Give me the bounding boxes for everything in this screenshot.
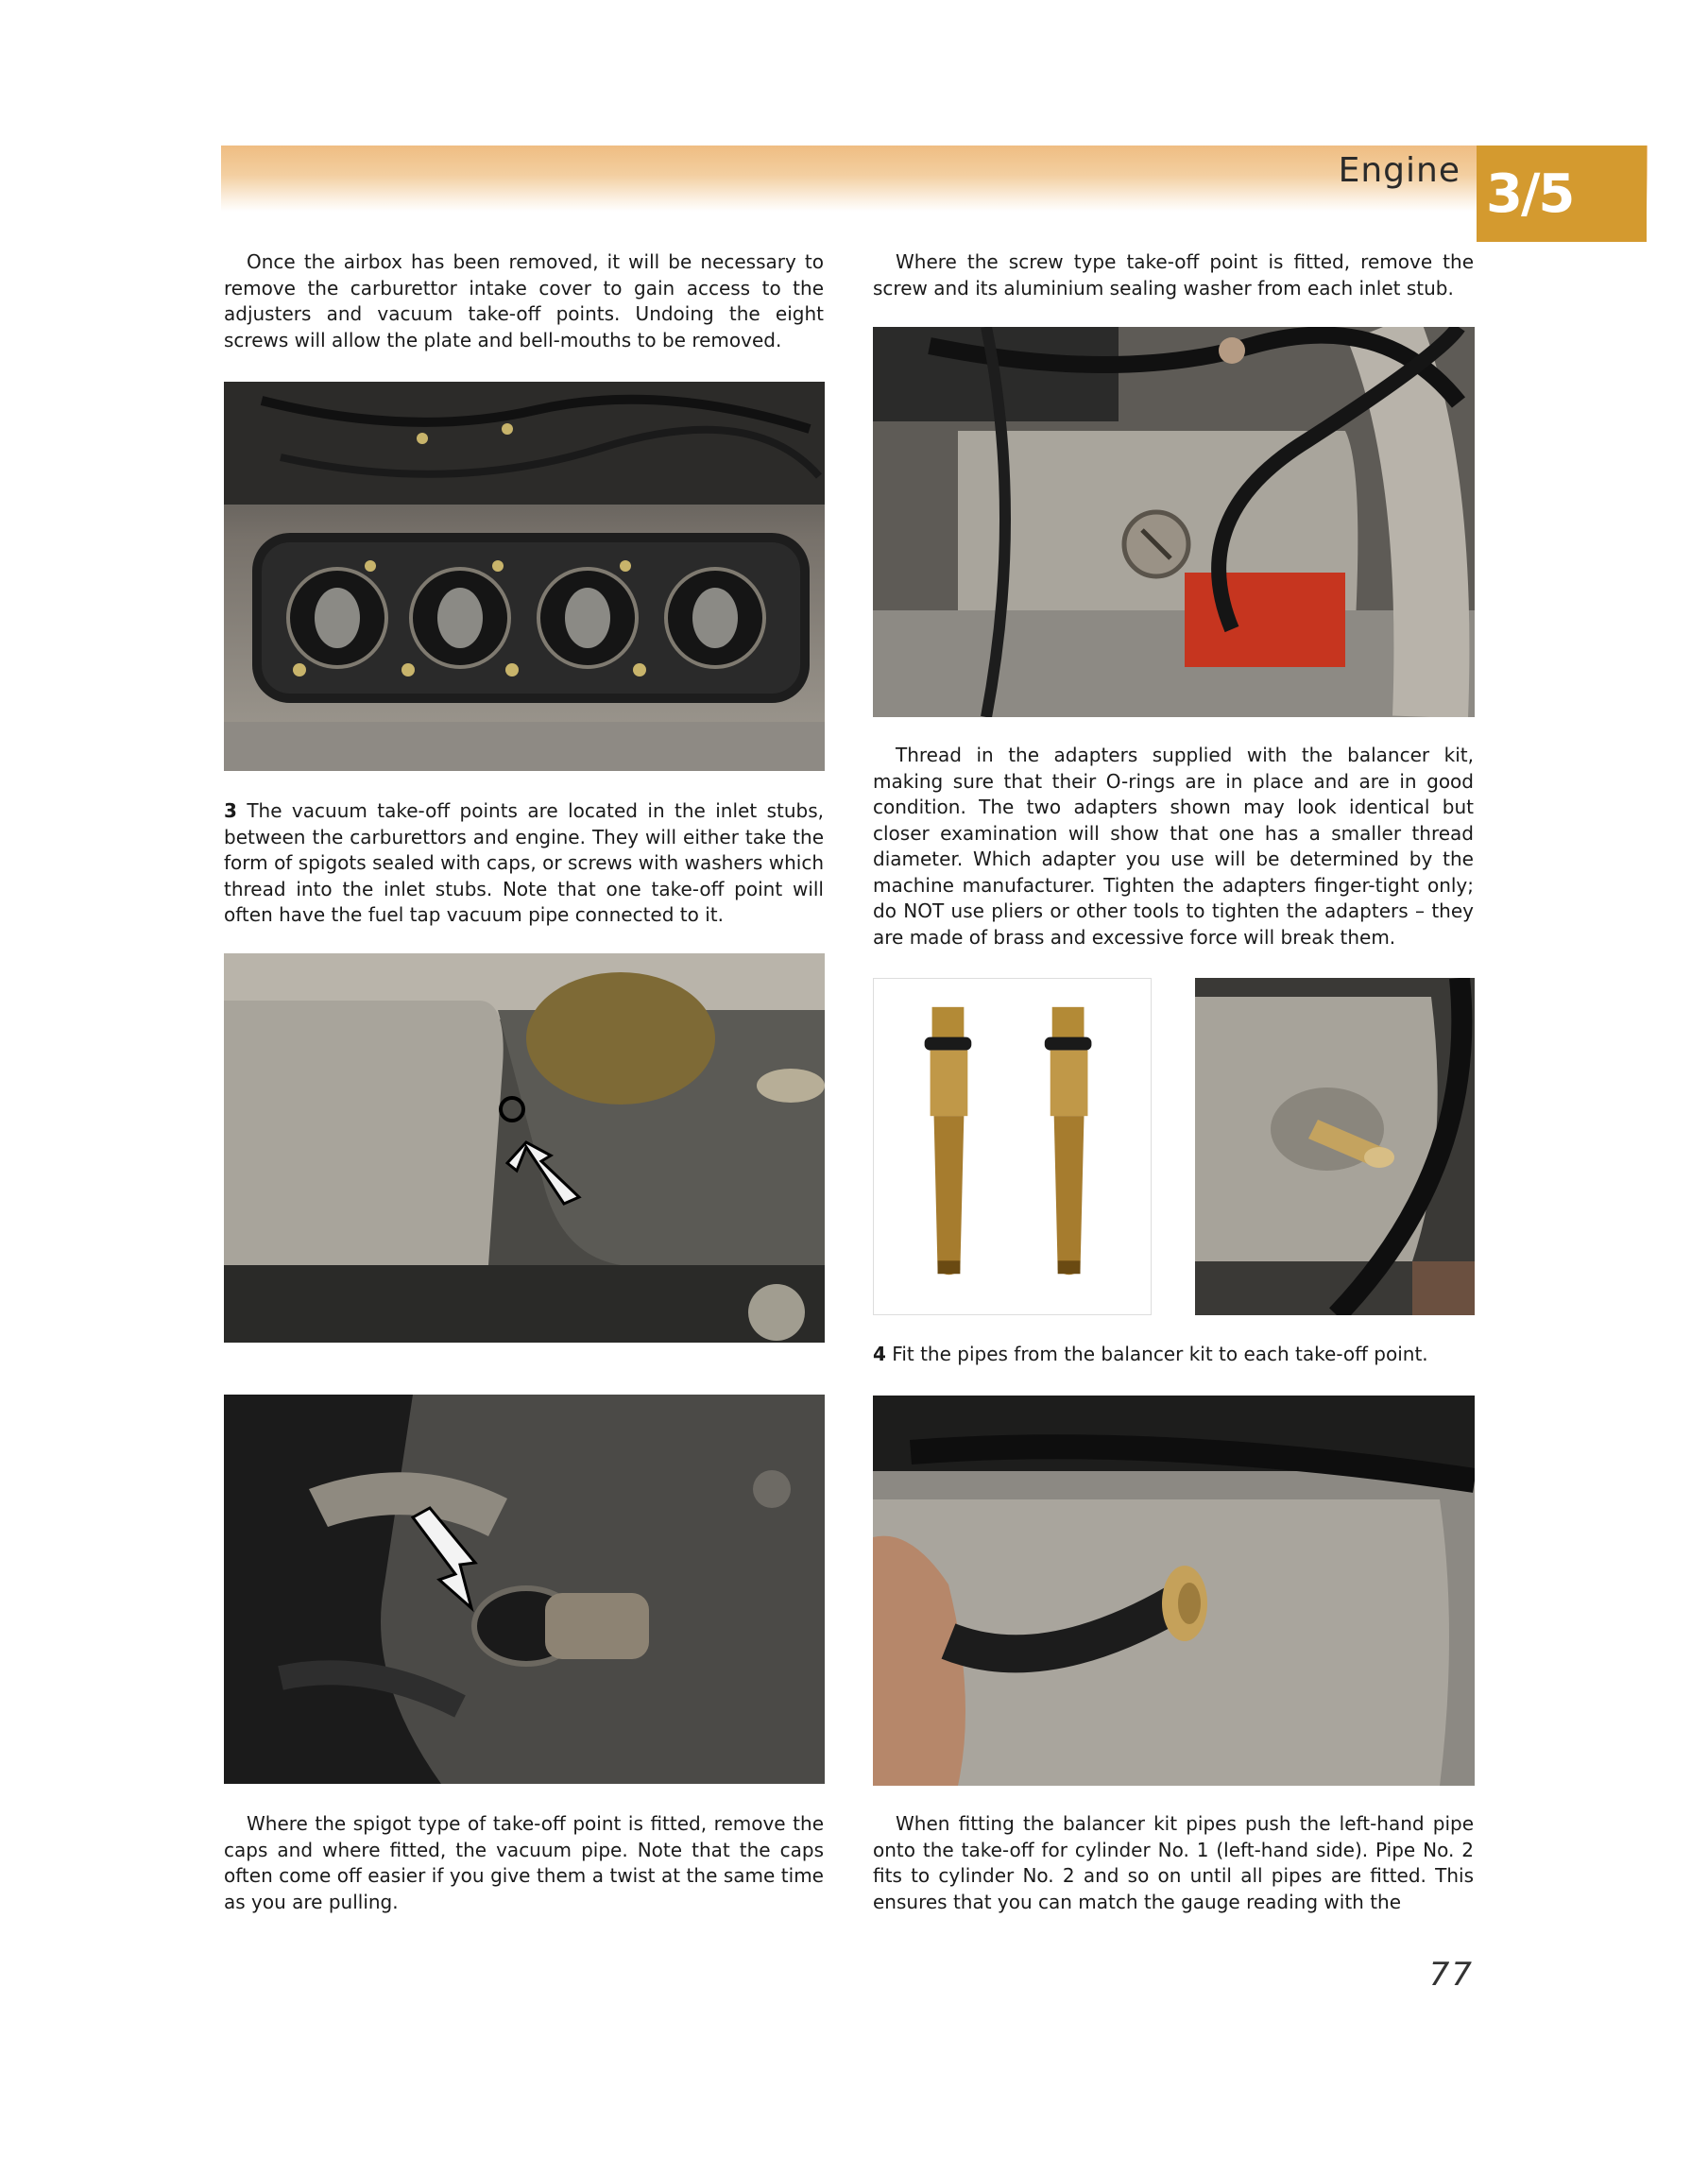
step3-text: The vacuum take-off points are located in the inlet stubs, between the carburettors and engine. They will either take the form of spigots sealed with caps, or screws with washers which thread into the inlet stubs. Note that one take-off point will often have the fuel tap vacuum pipe connected to it. bbox=[224, 799, 824, 926]
right-closing-paragraph: When fitting the balancer kit pipes push the left-hand pipe onto the take-off for cylinder No. 1 (left-hand side). Pipe No. 2 fits to cylinder No. 2 and so on until all pipes are fitted. This ensures that you can match the gauge reading with the bbox=[873, 1812, 1474, 1913]
chapter-number-box bbox=[1477, 146, 1647, 242]
step3-number: 3 bbox=[224, 799, 237, 822]
left-intro-paragraph: Once the airbox has been removed, it will be necessary to remove the carburettor intake cover to gain access to the adjusters and vacuum take-off points. Undoing the eight screws will allow the plate and bell-mouths to be removed. bbox=[224, 250, 824, 351]
chapter-number: 3/5 bbox=[1486, 163, 1574, 225]
photo-inlet-stub bbox=[224, 953, 825, 1343]
photo-screw-take-off bbox=[873, 327, 1475, 717]
photo-fitting-balancer-pipe bbox=[873, 1396, 1475, 1786]
step4-caption bbox=[873, 1342, 1474, 1368]
photo-spigot-with-cap bbox=[224, 1395, 825, 1784]
step3-caption bbox=[224, 798, 824, 929]
right-intro-paragraph: Where the screw type take-off point is fitted, remove the screw and its aluminium sealing washer from each inlet stub. bbox=[873, 250, 1474, 300]
section-title: Engine bbox=[1338, 151, 1460, 190]
page-number: 77 bbox=[1428, 1956, 1474, 1994]
step4-text: Fit the pipes from the balancer kit to each take-off point. bbox=[892, 1343, 1428, 1365]
step4-number: 4 bbox=[873, 1343, 886, 1365]
right-adapters-paragraph: Thread in the adapters supplied with the balancer kit, making sure that their O-rings are in place and are in good condition. The two adapters shown may look identical but closer examination will show that one has a smaller thread diameter. Which adapter you use will be determined by the machine manufacturer. Tighten the adapters finger-tight only; do NOT use pliers or other tools to tighten the adapters – they are made of brass and excessive force will break them. bbox=[873, 744, 1474, 949]
photo-adapter-fitted bbox=[1195, 978, 1475, 1315]
photo-carburettor-intake bbox=[224, 382, 825, 771]
photo-brass-adapters bbox=[873, 978, 1152, 1315]
left-closing-paragraph: Where the spigot type of take-off point is fitted, remove the caps and where fitted, the vacuum pipe. Note that the caps often come off easier if you give them a twist at the same time as you are pulling. bbox=[224, 1812, 824, 1913]
